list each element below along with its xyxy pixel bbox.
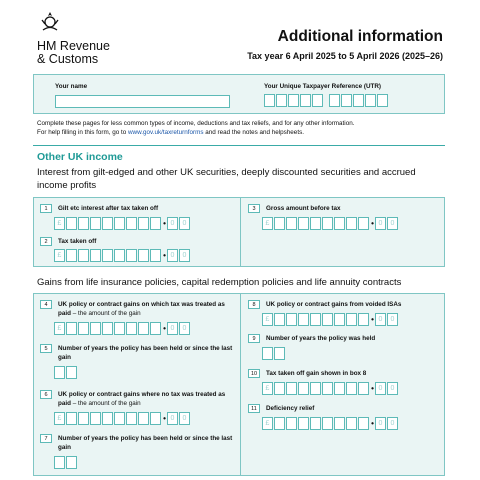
decimal-point: • [371, 315, 374, 324]
pence-cell: 0 [375, 417, 386, 430]
digit-cell[interactable] [90, 412, 101, 425]
digit-cell[interactable] [102, 412, 113, 425]
digit-cell[interactable] [54, 366, 65, 379]
taxpayer-details-panel [33, 74, 445, 114]
intro-help-text-end: and read the notes and helpsheets. [203, 129, 304, 136]
box-number: 1 [40, 204, 52, 213]
digit-cell[interactable] [150, 249, 161, 262]
digit-cell[interactable] [114, 322, 125, 335]
pence-cell: 0 [167, 249, 178, 262]
box-label: UK policy or contract gains where no tax was treated as paid – the amount of the gain [58, 391, 226, 407]
digit-cell[interactable] [66, 322, 77, 335]
digit-cell[interactable] [322, 217, 333, 230]
digit-cell[interactable] [358, 417, 369, 430]
hmrc-logo [37, 10, 110, 66]
digit-cell[interactable] [66, 366, 77, 379]
digit-cell[interactable] [78, 412, 89, 425]
pound-cell: £ [54, 249, 65, 262]
box-label: Deficiency relief [266, 405, 315, 412]
tax-taken-off-amount[interactable] [54, 249, 191, 262]
years-held-field-7[interactable] [54, 456, 78, 469]
digit-cell[interactable] [54, 456, 65, 469]
box-number: 6 [40, 390, 52, 399]
digit-cell[interactable] [310, 217, 321, 230]
digit-cell[interactable] [298, 217, 309, 230]
digit-cell[interactable] [66, 456, 77, 469]
pence-cell: 0 [179, 249, 190, 262]
digit-cell[interactable] [66, 412, 77, 425]
tax-taken-off-gain-amount[interactable] [262, 382, 399, 395]
digit-cell[interactable] [334, 382, 345, 395]
pence-cell: 0 [167, 412, 178, 425]
box-label: Tax taken off [58, 238, 97, 245]
digit-cell[interactable] [298, 313, 309, 326]
digit-cell[interactable] [274, 347, 285, 360]
digit-cell[interactable] [262, 347, 273, 360]
pound-cell: £ [54, 217, 65, 230]
voided-isa-gains-amount[interactable] [262, 313, 399, 326]
digit-cell[interactable] [334, 417, 345, 430]
digit-cell[interactable] [346, 217, 357, 230]
box-number: 9 [248, 334, 260, 343]
digit-cell[interactable] [90, 217, 101, 230]
digit-cell[interactable] [78, 249, 89, 262]
digit-cell[interactable] [310, 313, 321, 326]
utr-digit[interactable] [365, 94, 376, 107]
decimal-point: • [371, 419, 374, 428]
digit-cell[interactable] [126, 249, 137, 262]
pence-cell: 0 [179, 322, 190, 335]
digit-cell[interactable] [66, 217, 77, 230]
group2-lead: Gains from life insurance policies, capital redemption policies and life annuity contracts [37, 277, 402, 288]
box-label: Tax taken off gain shown in box 8 [266, 370, 367, 377]
digit-cell[interactable] [286, 313, 297, 326]
box-number: 5 [40, 344, 52, 353]
pence-cell: 0 [387, 313, 398, 326]
box-label: UK policy or contract gains from voided ISAs [266, 301, 402, 308]
intro-line-2 [37, 129, 304, 136]
pound-cell: £ [54, 322, 65, 335]
digit-cell[interactable] [90, 249, 101, 262]
utr-digit[interactable] [288, 94, 299, 107]
pence-cell: 0 [179, 217, 190, 230]
box-number: 4 [40, 300, 52, 309]
utr-digit[interactable] [329, 94, 340, 107]
digit-cell[interactable] [286, 217, 297, 230]
utr-digit[interactable] [353, 94, 364, 107]
digit-cell[interactable] [138, 217, 149, 230]
utr-label: Your Unique Taxpayer Reference (UTR) [264, 83, 381, 90]
box-number: 11 [248, 404, 260, 413]
digit-cell[interactable] [322, 382, 333, 395]
digit-cell[interactable] [298, 382, 309, 395]
digit-cell[interactable] [114, 217, 125, 230]
digit-cell[interactable] [150, 412, 161, 425]
digit-cell[interactable] [274, 382, 285, 395]
digit-cell[interactable] [274, 217, 285, 230]
digit-cell[interactable] [126, 217, 137, 230]
digit-cell[interactable] [334, 313, 345, 326]
box-number: 7 [40, 434, 52, 443]
decimal-point: • [163, 219, 166, 228]
digit-cell[interactable] [286, 417, 297, 430]
pence-cell: 0 [375, 217, 386, 230]
box-label: Gross amount before tax [266, 205, 341, 212]
intro-help-text: For help filling in this form, go to [37, 129, 128, 136]
digit-cell[interactable] [358, 217, 369, 230]
box-label: Number of years the policy has been held or since the last gain [58, 345, 233, 361]
box-label: Number of years the policy was held [266, 335, 376, 342]
digit-cell[interactable] [334, 217, 345, 230]
box-label: Number of years the policy has been held or since the last gain [58, 435, 233, 451]
name-label: Your name [55, 83, 88, 90]
utr-digit[interactable] [312, 94, 323, 107]
decimal-point: • [371, 384, 374, 393]
taxreturnforms-link[interactable]: www.gov.uk/taxreturnforms [128, 129, 204, 136]
years-held-field-5[interactable] [54, 366, 78, 379]
digit-cell[interactable] [274, 313, 285, 326]
pound-cell: £ [54, 412, 65, 425]
pence-cell: 0 [387, 417, 398, 430]
pence-cell: 0 [387, 382, 398, 395]
pound-cell: £ [262, 217, 273, 230]
gross-amount-before-tax[interactable] [262, 217, 399, 230]
pence-cell: 0 [179, 412, 190, 425]
section-divider [33, 145, 445, 146]
digit-cell[interactable] [286, 382, 297, 395]
name-field[interactable] [55, 95, 230, 108]
utr-digit[interactable] [300, 94, 311, 107]
digit-cell[interactable] [126, 412, 137, 425]
gilt-interest-panel [33, 197, 445, 267]
digit-cell[interactable] [322, 313, 333, 326]
digit-cell[interactable] [102, 217, 113, 230]
digit-cell[interactable] [78, 217, 89, 230]
digit-cell[interactable] [358, 313, 369, 326]
gilt-interest-amount[interactable] [54, 217, 191, 230]
digit-cell[interactable] [102, 249, 113, 262]
digit-cell[interactable] [102, 322, 113, 335]
digit-cell[interactable] [346, 382, 357, 395]
digit-cell[interactable] [126, 322, 137, 335]
pence-cell: 0 [167, 322, 178, 335]
box-number: 8 [248, 300, 260, 309]
digit-cell[interactable] [346, 417, 357, 430]
box-label: Gilt etc interest after tax taken off [58, 205, 159, 212]
box-number: 10 [248, 369, 260, 378]
digit-cell[interactable] [114, 412, 125, 425]
digit-cell[interactable] [66, 249, 77, 262]
box-number: 3 [248, 204, 260, 213]
digit-cell[interactable] [298, 417, 309, 430]
digit-cell[interactable] [138, 412, 149, 425]
utr-digit[interactable] [377, 94, 388, 107]
pound-cell: £ [262, 313, 273, 326]
utr-digit[interactable] [264, 94, 275, 107]
pound-cell: £ [262, 417, 273, 430]
pound-cell: £ [262, 382, 273, 395]
box-label: UK policy or contract gains on which tax was treated as paid – the amount of the gain [58, 301, 225, 317]
box-number: 2 [40, 237, 52, 246]
digit-cell[interactable] [358, 382, 369, 395]
royal-crest-icon [39, 10, 61, 32]
digit-cell[interactable] [310, 417, 321, 430]
page-title: Additional information [277, 28, 443, 45]
utr-field[interactable] [264, 94, 389, 107]
decimal-point: • [163, 414, 166, 423]
decimal-point: • [371, 219, 374, 228]
life-insurance-gains-panel [33, 293, 445, 476]
years-held-field-9[interactable] [262, 347, 286, 360]
decimal-point: • [163, 324, 166, 333]
pence-cell: 0 [375, 382, 386, 395]
group1-lead: Interest from gilt-edged and other UK securities, deeply discounted securities and accrued income profits [37, 167, 416, 191]
digit-cell[interactable] [90, 322, 101, 335]
pence-cell: 0 [375, 313, 386, 326]
utr-digit[interactable] [341, 94, 352, 107]
digit-cell[interactable] [322, 417, 333, 430]
gains-no-tax-paid-amount[interactable] [54, 412, 191, 425]
digit-cell[interactable] [346, 313, 357, 326]
digit-cell[interactable] [150, 322, 161, 335]
section-title: Other UK income [37, 151, 123, 163]
digit-cell[interactable] [310, 382, 321, 395]
pence-cell: 0 [387, 217, 398, 230]
digit-cell[interactable] [138, 249, 149, 262]
brand-line-1: HM Revenue [37, 39, 110, 53]
gains-tax-paid-amount[interactable] [54, 322, 191, 335]
digit-cell[interactable] [114, 249, 125, 262]
tax-year-subtitle: Tax year 6 April 2025 to 5 April 2026 (2025–26) [247, 51, 443, 61]
brand-line-2: & Customs [37, 52, 99, 66]
deficiency-relief-amount[interactable] [262, 417, 399, 430]
decimal-point: • [163, 251, 166, 260]
digit-cell[interactable] [274, 417, 285, 430]
pence-cell: 0 [167, 217, 178, 230]
digit-cell[interactable] [150, 217, 161, 230]
utr-digit[interactable] [276, 94, 287, 107]
intro-line-1: Complete these pages for less common types of income, deductions and tax reliefs, and for any other information. [37, 120, 355, 127]
digit-cell[interactable] [138, 322, 149, 335]
digit-cell[interactable] [78, 322, 89, 335]
